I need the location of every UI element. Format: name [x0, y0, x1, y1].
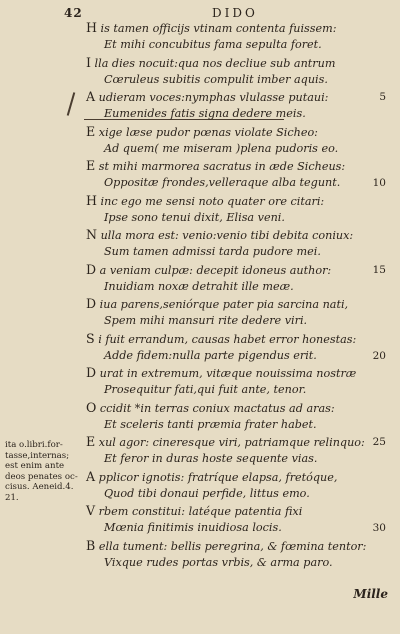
note-line: 21.	[5, 492, 19, 503]
verse-text: Oppositæ frondes,velleraque alba tegunt.	[104, 176, 341, 190]
verse-text: xige læse pudor pœnas violate Sicheo:	[95, 125, 318, 139]
initial-capital: E	[86, 123, 96, 139]
verse-text: Mœnia finitimis inuidiosa locis.	[104, 521, 282, 535]
verse-line	[104, 314, 307, 328]
verse-text: iua parens,seniórque pater pia sarcina nati,	[96, 298, 349, 311]
line-number: 20	[372, 349, 386, 362]
verse-text: Ad quem( me miseram )plena pudoris eo.	[104, 141, 339, 155]
verse-line	[86, 194, 324, 209]
verse-text: xul agor: cineresque viri, patriamque relinquo:	[95, 436, 365, 449]
verse-text: Cœruleus subitis compulit imber aquis.	[104, 72, 328, 86]
verse-line	[104, 245, 321, 259]
verse-line	[104, 556, 333, 570]
verse-line	[86, 21, 337, 36]
verse-line	[104, 452, 317, 466]
initial-capital: N	[86, 227, 98, 242]
verse-line	[86, 470, 337, 485]
verse-line	[86, 332, 356, 347]
initial-capital: D	[86, 261, 97, 277]
verse-text: ulla mora est: venio:venio tibi debita coniux:	[97, 229, 354, 242]
initial-capital: H	[86, 192, 97, 208]
initial-capital: O	[86, 399, 97, 415]
initial-capital: E	[86, 158, 96, 173]
note-line: deos penates oc-	[5, 471, 78, 482]
verse-text: ella tument: bellis peregrina, & fœmina tentor:	[95, 539, 367, 553]
verse-line	[104, 142, 338, 156]
line-number: 25	[372, 436, 386, 448]
verse-line	[86, 504, 302, 519]
verse-text: a veniam culpæ: decepit idoneus author:	[96, 263, 332, 277]
initial-capital: H	[86, 20, 97, 35]
verse-text: urat in extremum, vitæque nouissima nostræ	[96, 367, 357, 380]
verse-text: Ipse sono tenui dixit, Elisa veni.	[104, 210, 285, 224]
note-line: tasse,internas;	[5, 450, 70, 461]
verse-text: Eumenides fatis signa dedere meis.	[104, 107, 306, 121]
verse-text: Adde fidem:nulla parte pigendus erit.	[104, 348, 317, 362]
line-number: 10	[372, 177, 386, 190]
verse-line	[86, 228, 353, 243]
verse-text: ccidit *in terras coniux mactatus ad aras:	[96, 401, 335, 415]
verse-line	[104, 38, 322, 52]
verse-line	[86, 125, 318, 140]
initial-capital: D	[86, 365, 97, 380]
verse-text: udieram voces:nymphas vlulasse putaui:	[95, 91, 329, 104]
verse-line	[86, 366, 356, 381]
initial-capital: E	[86, 434, 96, 449]
verse-line	[86, 56, 335, 71]
line-number: 15	[372, 263, 386, 276]
verse-line	[104, 521, 282, 535]
verse-line	[104, 280, 294, 294]
page-number: 42	[64, 6, 83, 20]
verse-line	[104, 418, 317, 432]
verse-line	[104, 383, 306, 397]
verse-text: Et feror in duras hoste sequente vias.	[104, 452, 318, 466]
running-title: DIDO	[212, 6, 258, 20]
verse-line	[104, 73, 328, 87]
catchword: Mille	[353, 587, 388, 601]
initial-capital: A	[86, 468, 96, 484]
verse-line	[104, 107, 306, 121]
verse-line	[86, 435, 365, 450]
initial-capital: I	[86, 54, 91, 70]
verse-text: inc ego me sensi noto quater ore citari:	[96, 194, 325, 208]
initial-capital: A	[86, 89, 96, 104]
verse-line	[104, 487, 310, 501]
verse-text: Vixque rudes portas vrbis, & arma paro.	[104, 555, 333, 569]
verse-text: lla dies nocuit:qua nos decliue sub antrum	[90, 56, 336, 70]
initial-capital: B	[86, 537, 96, 553]
verse-line	[86, 90, 328, 105]
verse-text: Prosequitur fati,qui fuit ante, tenor.	[104, 383, 307, 397]
verse-text: Et sceleris tanti præmia frater habet.	[104, 417, 317, 431]
verse-line	[86, 159, 345, 174]
verse-line	[86, 297, 348, 312]
marginal-note	[5, 440, 79, 503]
line-number: 5	[379, 91, 386, 103]
verse-line	[86, 263, 331, 278]
note-line: est enim ante	[5, 461, 65, 471]
verse-text: Quod tibi donaui perfide, littus emo.	[104, 486, 310, 500]
verse-line	[104, 211, 285, 225]
verse-text: Et mihi concubitus fama sepulta foret.	[104, 38, 322, 52]
verse-line	[104, 176, 340, 190]
verse-line	[86, 401, 335, 416]
verse-text: rbem constitui: latéque patentia fixi	[95, 505, 303, 518]
verse-text: Spem mihi mansuri rite dedere viri.	[104, 314, 308, 328]
line-number: 30	[372, 522, 386, 535]
verse-text: Sum tamen admissi tarda pudore mei.	[104, 245, 321, 259]
verse-text: Inuidiam noxæ detrahit ille meæ.	[104, 279, 294, 293]
verse-text: i fuit errandum, causas habet error honestas:	[94, 332, 357, 346]
verse-line	[86, 539, 366, 554]
verse-line	[104, 349, 317, 363]
note-line: ita o.libri.for-	[5, 440, 63, 450]
initial-capital: S	[86, 330, 95, 346]
verse-text: st mihi marmorea sacratus in æde Sicheus:	[95, 160, 346, 173]
initial-capital: D	[86, 296, 97, 311]
verse-text: pplicor ignotis: fratríque elapsa, fretóque,	[95, 470, 338, 484]
note-line: cisus. Aeneid.4.	[5, 482, 74, 492]
verse-text: is tamen officijs vtinam contenta fuissem:	[96, 22, 337, 35]
initial-capital: V	[86, 503, 96, 518]
